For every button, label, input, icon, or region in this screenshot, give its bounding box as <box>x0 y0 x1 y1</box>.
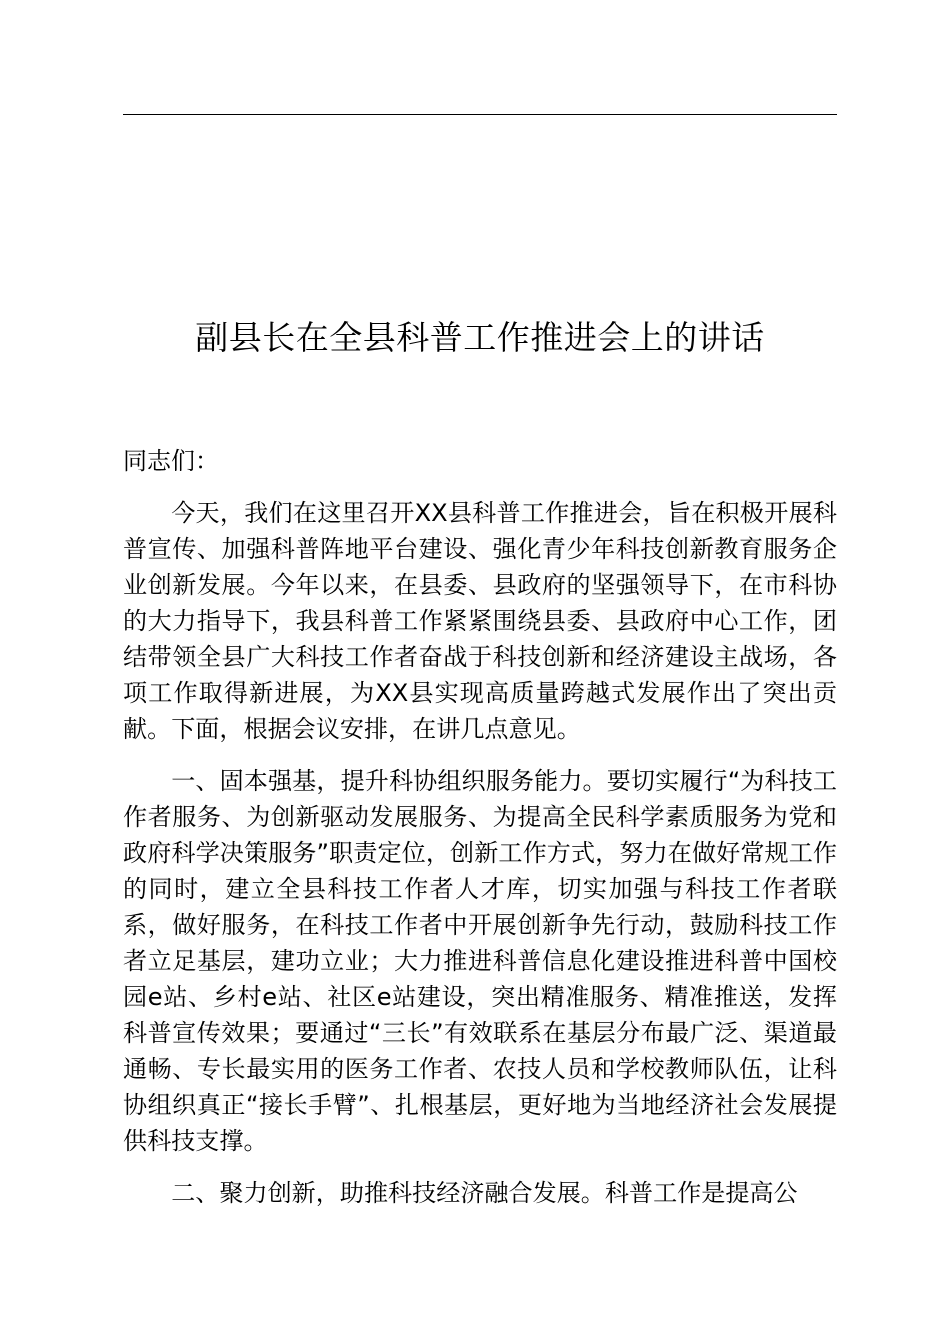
salutation: 同志们： <box>123 447 219 475</box>
paragraph-section-two: 二、聚力创新，助推科技经济融合发展。科普工作是提高公 <box>171 1179 798 1207</box>
paragraph-section-one: 一、固本强基，提升科协组织服务能力。要切实履行“为科技工作者服务、为创新驱动发展服务、为提高全民科学素质服务为党和政府科学决策服务”职责定位，创新工作方式，努力在做好常规工作的同时，建立全县科技工作者人才库，切实加强与科技工作者联系，做好服务，在科技工作者中开展创新争先行动，鼓励科技工作者立足基层，建功立业；大力推进科普信息化建设推进科普中国校园e站、乡村e站、社区e站建设，突出精准服务、精准推送，发挥科普宣传效果；要通过“三长”有效联系在基层分布最广泛、渠道最通畅、专长最实用的医务工作者、农技人员和学校教师队伍，让科协组织真正“接长手臂”、扎根基层，更好地为当地经济社会发展提供科技支撑。 <box>123 767 837 1155</box>
header-rule <box>123 114 837 115</box>
document-body <box>123 495 837 1227</box>
paragraph-intro: 今天，我们在这里召开XX县科普工作推进会，旨在积极开展科普宣传、加强科普阵地平台建设、强化青少年科技创新教育服务企业创新发展。今年以来，在县委、县政府的坚强领导下，在市科协的大力指导下，我县科普工作紧紧围绕县委、县政府中心工作，团结带领全县广大科技工作者奋战于科技创新和经济建设主战场，各项工作取得新进展，为XX县实现高质量跨越式发展作出了突出贡献。下面，根据会议安排，在讲几点意见。 <box>123 499 837 743</box>
document-title: 副县长在全县科普工作推进会上的讲话 <box>195 318 765 357</box>
